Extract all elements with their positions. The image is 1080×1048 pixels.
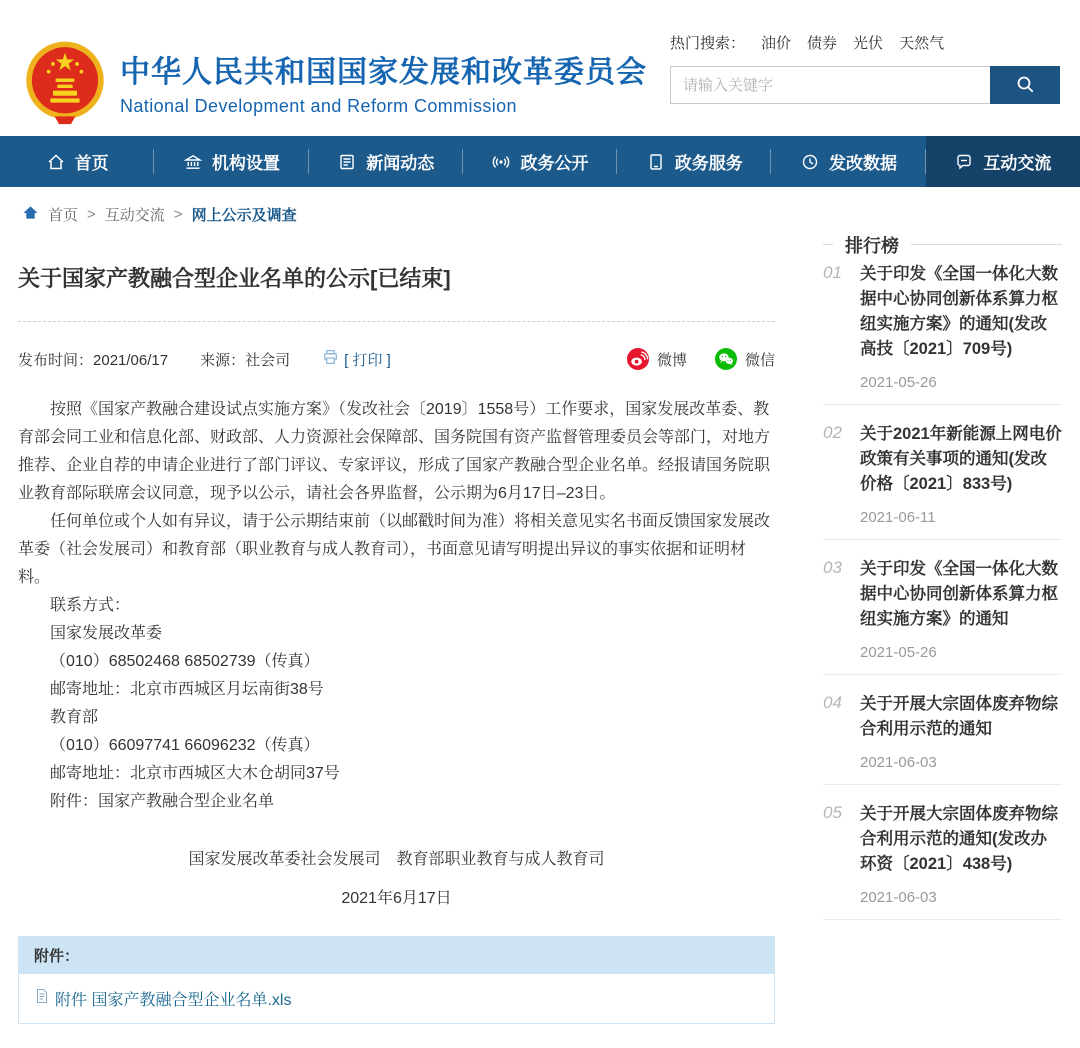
dashed-divider [18,321,775,322]
file-icon [34,988,49,1009]
nav-item-org[interactable] [154,136,308,187]
nav-label: 政务服务 [674,154,743,173]
nav-label: 新闻动态 [366,154,435,173]
rank-number: 02 [823,423,842,442]
home-icon [46,152,66,172]
article-body [18,396,775,908]
nav-item-home[interactable] [0,136,154,187]
news-icon [337,152,357,172]
rank-item-title: 关于2021年新能源上网电价政策有关事项的通知(发改价格〔2021〕833号) [860,425,1062,493]
search-input[interactable] [670,66,990,104]
attachment-row [19,974,774,1023]
rank-number: 04 [823,693,842,712]
rank-item-date: 2021-06-03 [860,754,937,771]
hot-search-label: 热门搜索： [670,35,746,52]
ranking-item-3[interactable] [823,540,1062,675]
hot-search-term-gas[interactable]: 天然气 [899,35,945,52]
document-icon [646,152,666,172]
share-wechat-label: 微信 [744,351,775,369]
contact-line: 教育部 [50,709,99,726]
print-label: [ 打印 ] [344,351,391,369]
nav-item-news[interactable] [309,136,463,187]
attachment-box [18,936,775,1024]
rank-number: 05 [823,803,842,822]
rank-item-date: 2021-06-03 [860,889,937,906]
contact-line: （010）68502468 68502739（传真） [50,653,320,670]
contact-line: 邮寄地址：北京市西城区大木仓胡同37号 [50,765,340,782]
breadcrumb-home-icon [22,205,39,224]
article-signature: 国家发展改革委社会发展司 教育部职业教育与成人教育司 [188,851,605,868]
rank-item-title: 关于开展大宗固体废弃物综合利用示范的通知(发改办环资〔2021〕438号) [860,805,1058,873]
nav-label: 政务公开 [520,154,589,173]
nav-label: 互动交流 [983,154,1052,173]
rank-item-title: 关于开展大宗固体废弃物综合利用示范的通知 [860,695,1058,738]
rank-number: 03 [823,558,842,577]
hot-search-term-oil[interactable]: 油价 [761,35,792,52]
contact-line: 邮寄地址：北京市西城区月坛南街38号 [50,681,324,698]
site-logo-link[interactable] [22,28,647,136]
header-search-area [670,28,1060,136]
search-icon [1015,74,1035,97]
article-source: 来源：社会司 [200,351,291,369]
share-group [627,348,775,370]
ranking-item-1[interactable] [823,245,1062,405]
breadcrumb-item-home[interactable]: 首页 [48,207,79,224]
printer-icon [322,349,339,370]
wechat-icon [715,348,737,370]
ranking-panel [823,236,1062,920]
rank-item-date: 2021-05-26 [860,374,937,391]
share-weibo-label: 微博 [656,351,687,369]
attachment-file-link[interactable]: 附件 国家产教融合型企业名单.xls [55,992,292,1009]
bank-icon [183,152,203,172]
search-bar [670,66,1060,104]
content-area [0,238,1080,1024]
site-title-zh: 中华人民共和国国家发展和改革委员会 [120,56,647,89]
breadcrumb-item-current: 网上公示及调查 [191,207,297,224]
breadcrumb [0,187,1080,238]
nav-label: 机构设置 [211,154,280,173]
main-nav [0,136,1080,187]
national-emblem-icon [22,39,108,125]
breadcrumb-separator: > [87,206,96,223]
nav-item-gov-open[interactable] [463,136,617,187]
rank-item-title: 关于印发《全国一体化大数据中心协同创新体系算力枢纽实施方案》的通知(发改高技〔2021〕709号) [860,265,1058,358]
hot-search-term-pv[interactable]: 光伏 [853,35,884,52]
ranking-item-5[interactable] [823,785,1062,920]
article-paragraph: 按照《国家产教融合建设试点实施方案》（发改社会〔2019〕1558号）工作要求，国家发展改革委、教育部会同工业和信息化部、财政部、人力资源社会保障部、国务院国有资产监督管理委员会等部门，对地方推荐、企业自荐的申请企业进行了部门评议、专家评议，形成了国家产教融合型企业名单。经报请国务院职业教育部际联席会议同意，现予以公示，请社会各界监督，公示期为6月17日–23日。 [18,401,771,502]
print-button[interactable] [322,349,391,370]
article-paragraph: 任何单位或个人如有异议，请于公示期结束前（以邮戳时间为准）将相关意见实名书面反馈国家发展改革委（社会发展司）和教育部（职业教育与成人教育司），书面意见请写明提出异议的事实依据和证明材料。 [18,513,771,586]
page-title: 关于国家产教融合型企业名单的公示[已结束] [18,266,451,291]
broadcast-icon [491,152,511,172]
rank-item-title: 关于印发《全国一体化大数据中心协同创新体系算力枢纽实施方案》的通知 [860,560,1058,628]
weibo-icon [627,348,649,370]
site-header [0,0,1080,136]
chat-icon [954,152,974,172]
search-button[interactable] [990,66,1060,104]
contact-line: 附件：国家产教融合型企业名单 [50,793,275,810]
contact-line: 联系方式： [50,597,131,614]
ranking-item-2[interactable] [823,405,1062,540]
site-title-en: National Development and Reform Commission [120,96,517,116]
ranking-title: 排行榜 [833,232,911,258]
nav-label: 发改数据 [829,154,898,173]
nav-label: 首页 [74,154,109,173]
nav-item-data[interactable] [771,136,925,187]
rank-number: 01 [823,263,842,282]
attachment-header: 附件： [19,937,774,974]
article-meta [18,348,775,370]
breadcrumb-item-interaction[interactable]: 互动交流 [104,207,165,224]
sidebar [823,238,1062,920]
nav-item-gov-service[interactable] [617,136,771,187]
publish-time: 发布时间：2021/06/17 [18,351,169,369]
hot-search-term-bonds[interactable]: 债券 [807,35,838,52]
breadcrumb-separator: > [173,206,183,223]
ranking-item-4[interactable] [823,675,1062,785]
hot-search-bar [670,32,1060,53]
article-column [18,238,775,1024]
rank-item-date: 2021-05-26 [860,644,937,661]
contact-line: 国家发展改革委 [50,625,163,642]
contact-line: （010）66097741 66096232（传真） [50,737,320,754]
article-date: 2021年6月17日 [341,890,452,907]
share-weibo-button[interactable] [627,348,687,370]
clock-icon [800,152,820,172]
share-wechat-button[interactable] [715,348,775,370]
nav-item-interaction[interactable] [926,136,1080,187]
rank-item-date: 2021-06-11 [860,509,936,526]
